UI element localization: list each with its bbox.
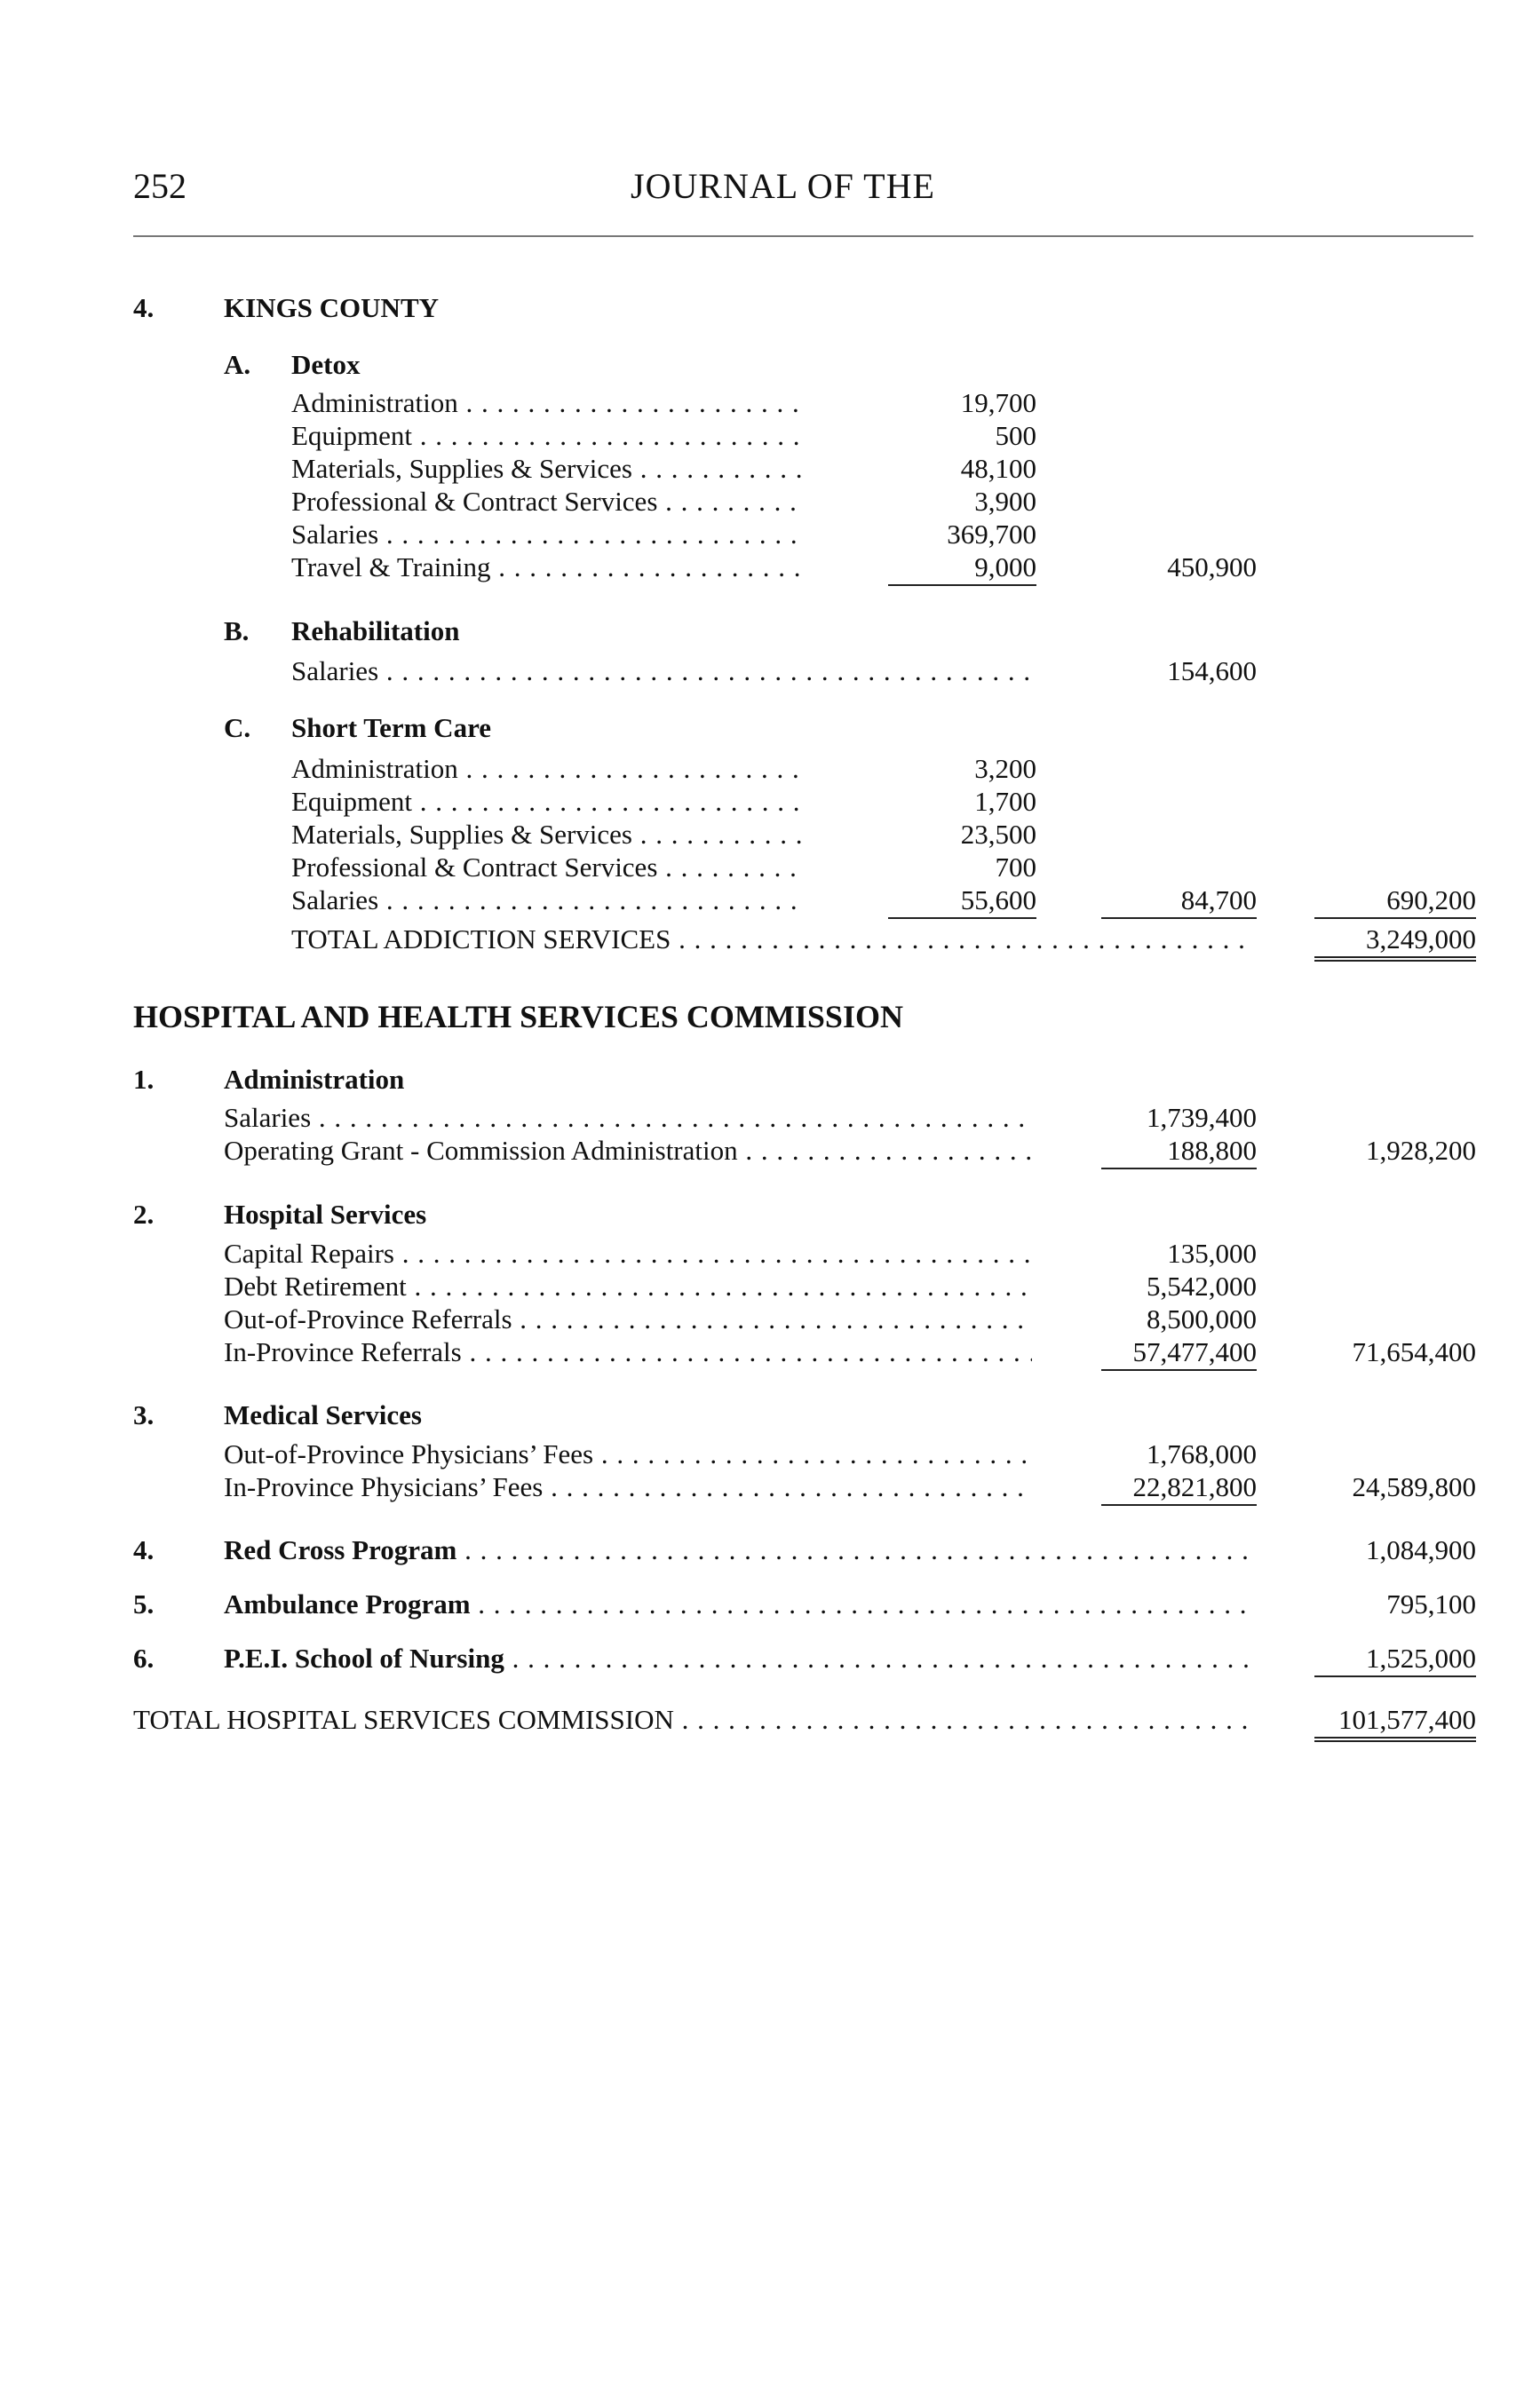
item-number: 1. <box>133 1064 155 1095</box>
line-item-value: 48,100 <box>960 453 1036 484</box>
county-total-value: 690,200 <box>1314 883 1476 919</box>
item-number: 4. <box>133 1534 155 1565</box>
line-item-label: Out-of-Province Physicians’ Fees . . . <box>224 1438 1032 1471</box>
line-item-value: 3,900 <box>974 486 1036 517</box>
subsection-letter: A. <box>224 349 251 380</box>
line-item-label: Salaries . . . <box>291 654 1028 688</box>
line-item-value: 22,821,800 <box>1101 1470 1257 1506</box>
subsection-title: Short Term Care <box>291 712 492 743</box>
line-item-value: 369,700 <box>947 519 1036 550</box>
section-number: 4. <box>133 292 155 323</box>
item-number: 6. <box>133 1643 155 1674</box>
line-item-label: Professional & Contract Services . . . <box>291 851 806 884</box>
line-item-label: In-Province Referrals . . . <box>224 1335 1032 1369</box>
line-item-label: In-Province Physicians’ Fees . . . <box>224 1470 1032 1504</box>
item-total-value: 1,928,200 <box>1366 1135 1476 1166</box>
line-item-value: 188,800 <box>1101 1134 1257 1169</box>
line-item-value: 154,600 <box>1167 655 1257 686</box>
line-item-label: Travel & Training . . . <box>291 551 806 584</box>
program-value: 1,084,900 <box>1366 1534 1476 1565</box>
program-value: 795,100 <box>1386 1588 1476 1620</box>
subsection-letter: C. <box>224 712 251 743</box>
line-item-value: 5,542,000 <box>1147 1271 1257 1302</box>
line-item-label: Administration . . . <box>291 386 806 420</box>
subsection-letter: B. <box>224 615 250 646</box>
line-item-value: 1,700 <box>974 786 1036 817</box>
line-item-value: 135,000 <box>1167 1238 1257 1269</box>
item-number: 3. <box>133 1399 155 1430</box>
subtotal-value: 450,900 <box>1167 551 1257 582</box>
line-item-label: Administration . . . <box>291 752 806 786</box>
line-item-label: Materials, Supplies & Services . . . <box>291 452 806 486</box>
line-item-value: 700 <box>995 852 1036 883</box>
line-item-value: 19,700 <box>960 387 1036 418</box>
total-hospital-value: 101,577,400 <box>1314 1703 1476 1742</box>
line-item-label: Salaries . . . <box>291 518 806 551</box>
line-item-value: 8,500,000 <box>1147 1303 1257 1335</box>
header-rule <box>133 235 1473 237</box>
section-heading: HOSPITAL AND HEALTH SERVICES COMMISSION <box>133 999 903 1034</box>
line-item-value: 57,477,400 <box>1101 1335 1257 1371</box>
line-item-label: Out-of-Province Referrals . . . <box>224 1303 1032 1336</box>
program-label: P.E.I. School of Nursing . . . <box>224 1642 1250 1675</box>
line-item-value: 55,600 <box>888 883 1036 919</box>
item-total-value: 71,654,400 <box>1352 1336 1476 1367</box>
item-title: Medical Services <box>224 1399 422 1430</box>
program-label: Red Cross Program . . . <box>224 1533 1250 1567</box>
subsection-title: Rehabilitation <box>291 615 460 646</box>
total-addiction-label: TOTAL ADDICTION SERVICES . . . <box>291 923 1250 956</box>
line-item-label: Equipment . . . <box>291 419 806 453</box>
journal-title: JOURNAL OF THE <box>631 166 935 206</box>
item-number: 5. <box>133 1588 155 1620</box>
line-item-label: Equipment . . . <box>291 785 806 819</box>
line-item-label: Professional & Contract Services . . . <box>291 485 806 519</box>
line-item-label: Debt Retirement . . . <box>224 1270 1032 1303</box>
line-item-label: Materials, Supplies & Services . . . <box>291 818 806 852</box>
line-item-value: 3,200 <box>974 753 1036 784</box>
line-item-value: 1,739,400 <box>1147 1102 1257 1133</box>
program-value: 1,525,000 <box>1314 1642 1476 1677</box>
item-title: Hospital Services <box>224 1199 427 1230</box>
item-total-value: 24,589,800 <box>1352 1471 1476 1502</box>
total-addiction-value: 3,249,000 <box>1314 923 1476 962</box>
item-title: Administration <box>224 1064 405 1095</box>
program-label: Ambulance Program . . . <box>224 1588 1250 1621</box>
total-hospital-label: TOTAL HOSPITAL SERVICES COMMISSION . . . <box>133 1703 1250 1737</box>
line-item-label: Operating Grant - Commission Administration . . . <box>224 1134 1032 1168</box>
line-item-value: 9,000 <box>888 551 1036 586</box>
section-title: KINGS COUNTY <box>224 292 440 323</box>
item-number: 2. <box>133 1199 155 1230</box>
line-item-value: 23,500 <box>960 819 1036 850</box>
line-item-value: 500 <box>995 420 1036 451</box>
subtotal-value: 84,700 <box>1101 883 1257 919</box>
page-number: 252 <box>133 166 187 206</box>
line-item-label: Capital Repairs . . . <box>224 1237 1032 1271</box>
line-item-label: Salaries . . . <box>224 1101 1032 1135</box>
line-item-value: 1,768,000 <box>1147 1438 1257 1469</box>
line-item-label: Salaries . . . <box>291 883 806 917</box>
subsection-title: Detox <box>291 349 361 380</box>
